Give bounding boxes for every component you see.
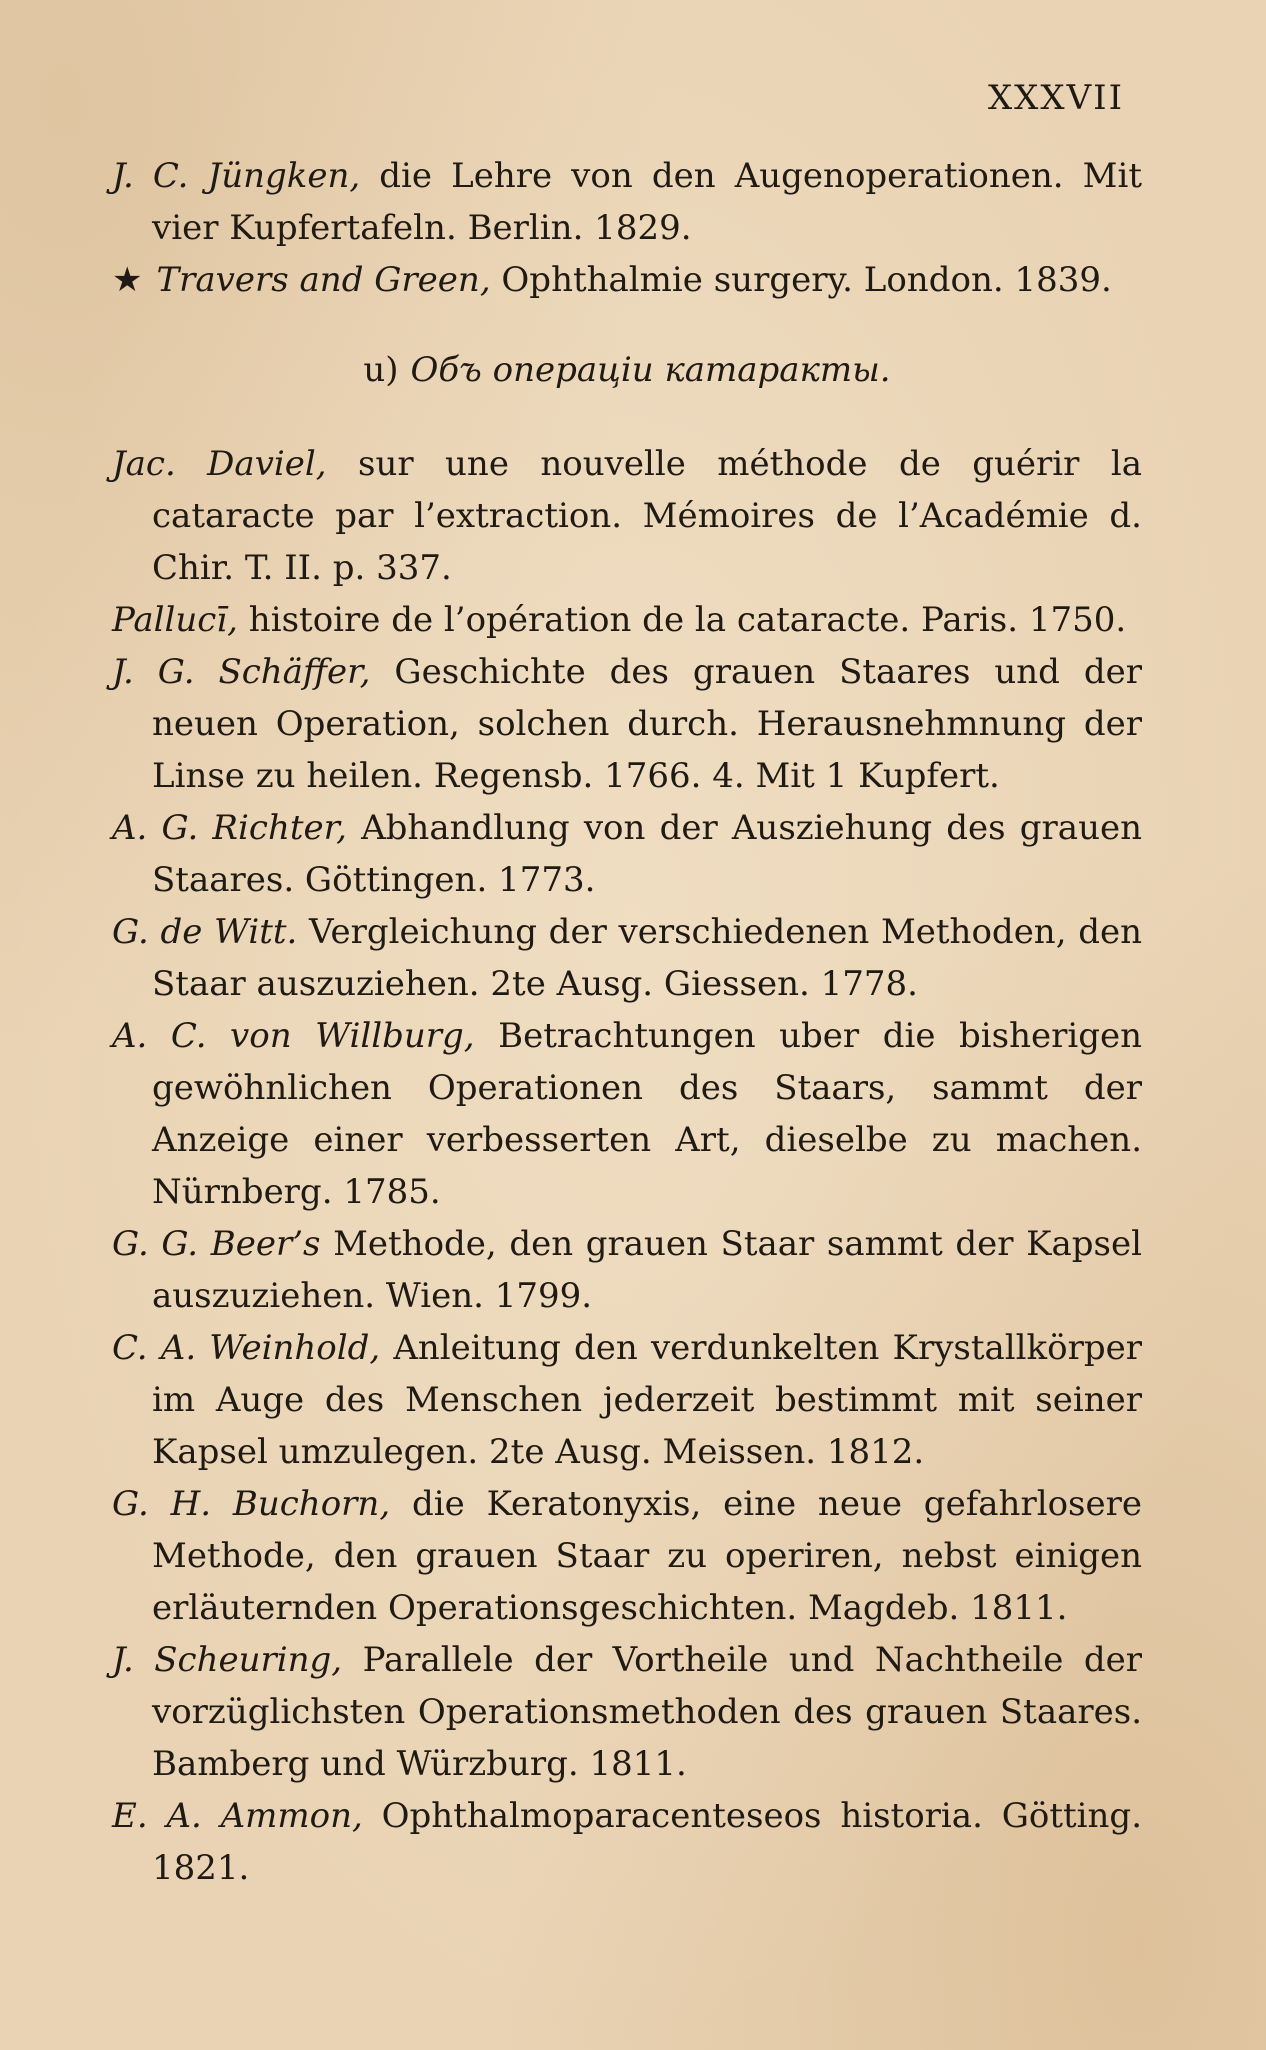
entry-author: E. A. Ammon, bbox=[112, 1796, 363, 1836]
bibliography bbox=[112, 150, 1142, 1894]
bibliography-entry bbox=[112, 254, 1142, 306]
entry-text: Abhandlung von der Ausziehung des grauen Staares. Göttingen. 1773. bbox=[152, 808, 1142, 900]
entry-text: Anleitung den verdunkelten Krystallkörper im Auge des Menschen jederzeit bestimmt mit seiner Kapsel umzulegen. 2te Ausg. Meissen. 1812. bbox=[152, 1328, 1143, 1472]
entry-text: die Keratonyxis, eine neue gefahrlosere Methode, den grauen Staar zu operiren, nebst einigen erläuternden Operationsgeschichten. Magdeb. 1811. bbox=[152, 1484, 1142, 1628]
bibliography-entry bbox=[112, 1218, 1142, 1322]
entry-author: J. G. Schäffer, bbox=[112, 652, 371, 692]
entry-text: Methode, den grauen Staar sammt der Kapsel auszuziehen. Wien. 1799. bbox=[152, 1224, 1142, 1316]
section-heading bbox=[112, 344, 1142, 396]
bibliography-entry bbox=[112, 1790, 1142, 1894]
entry-author: J. C. Jüngken, bbox=[112, 156, 361, 196]
entry-text: histoire de l’opération de la cataracte. Paris. 1750. bbox=[238, 600, 1127, 640]
entry-author: A. G. Richter, bbox=[112, 808, 347, 848]
entry-text: Ophthalmoparacenteseos historia. Götting. 1821. bbox=[152, 1796, 1143, 1888]
bibliography-entry bbox=[112, 1010, 1142, 1218]
entry-text: Ophthalmie surgery. London. 1839. bbox=[490, 260, 1112, 300]
entry-author: A. C. von Willburg, bbox=[112, 1016, 475, 1056]
entry-text: Betrachtungen uber die bisherigen gewöhnlichen Operationen des Staars, sammt der Anzeige einer verbesserten Art, dieselbe zu machen. Nürnberg. 1785. bbox=[152, 1016, 1142, 1212]
bibliography-entry bbox=[112, 646, 1142, 802]
entry-author: C. A. Weinhold, bbox=[112, 1328, 381, 1368]
page-number: XXXVII bbox=[987, 78, 1124, 118]
entry-text: sur une nouvelle méthode de guérir la cataracte par l’extraction. Mémoires de l’Académie d. Chir. T. II. p. 337. bbox=[152, 444, 1142, 588]
entry-author: J. Scheuring, bbox=[112, 1640, 343, 1680]
entry-author: G. G. Beer’s bbox=[112, 1224, 321, 1264]
entry-text: Vergleichung der verschiedenen Methoden, den Staar auszuziehen. 2te Ausg. Giessen. 1778. bbox=[152, 912, 1142, 1004]
entry-author: G. de Witt. bbox=[112, 912, 298, 952]
entry-author: G. H. Buchorn, bbox=[112, 1484, 391, 1524]
bibliography-entry bbox=[112, 438, 1142, 594]
entry-text: Parallele der Vortheile und Nachtheile der vorzüglichsten Operationsmethoden des grauen Staares. Bamberg und Würzburg. 1811. bbox=[152, 1640, 1142, 1784]
star-marker: ★ bbox=[112, 260, 143, 300]
entry-text: die Lehre von den Augenoperationen. Mit vier Kupfertafeln. Berlin. 1829. bbox=[152, 156, 1142, 248]
entry-text: Geschichte des grauen Staares und der neuen Operation, solchen durch. Herausnehmnung der Linse zu heilen. Regensb. 1766. 4. Mit 1 Kupfert. bbox=[152, 652, 1142, 796]
bibliography-entry bbox=[112, 1478, 1142, 1634]
entry-author: Travers and Green, bbox=[156, 260, 491, 300]
bibliography-entry bbox=[112, 1322, 1142, 1478]
bibliography-entry bbox=[112, 906, 1142, 1010]
bibliography-entry bbox=[112, 802, 1142, 906]
entry-author: Jac. Daviel, bbox=[112, 444, 327, 484]
section-title: Объ операціи катаракты. bbox=[410, 350, 891, 390]
bibliography-entry bbox=[112, 150, 1142, 254]
entry-author: Pallucī, bbox=[112, 600, 238, 640]
bibliography-entry bbox=[112, 594, 1142, 646]
bibliography-entry bbox=[112, 1634, 1142, 1790]
section-letter: u) bbox=[363, 350, 399, 390]
